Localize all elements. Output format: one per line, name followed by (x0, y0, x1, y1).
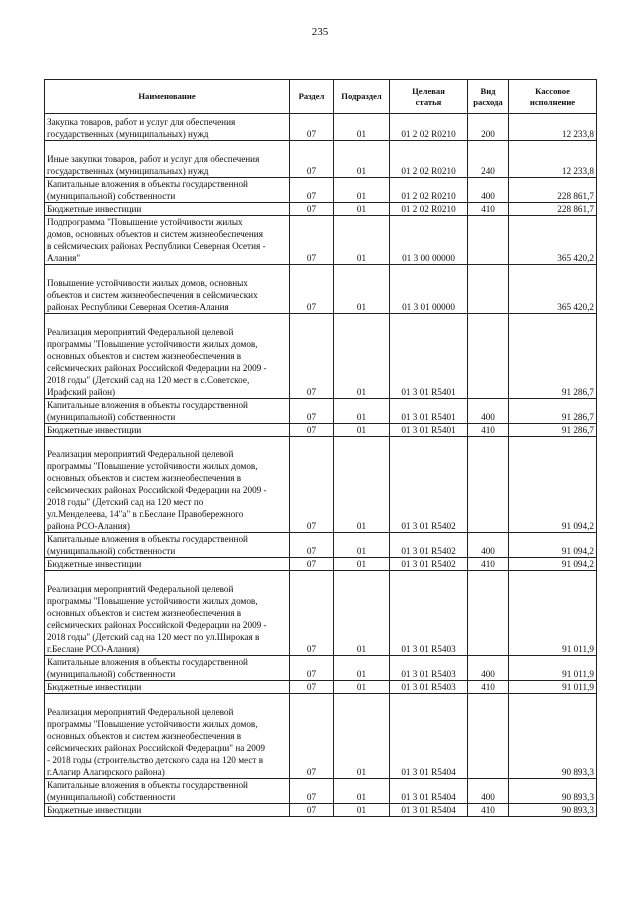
row-section: 07 (290, 681, 334, 694)
header-type: Вид расхода (468, 80, 509, 114)
row-type: 200 (468, 114, 509, 141)
row-name: Капитальные вложения в объекты государственной (муниципальной) собственности (45, 533, 290, 558)
row-section: 07 (290, 314, 334, 399)
row-section: 07 (290, 141, 334, 178)
table-row (45, 533, 597, 558)
row-type (468, 216, 509, 265)
row-section: 07 (290, 571, 334, 656)
row-type (468, 571, 509, 656)
row-subsection: 01 (334, 424, 390, 437)
row-section: 07 (290, 656, 334, 681)
row-section: 07 (290, 437, 334, 533)
row-target: 01 2 02 R0210 (390, 178, 468, 203)
table-row (45, 804, 597, 817)
row-amount: 228 861,7 (509, 203, 597, 216)
row-subsection: 01 (334, 114, 390, 141)
row-section: 07 (290, 779, 334, 804)
table-row (45, 681, 597, 694)
row-section: 07 (290, 399, 334, 424)
row-amount: 91 011,9 (509, 681, 597, 694)
header-subsection: Подраздел (334, 80, 390, 114)
row-name: Бюджетные инвестиции (45, 681, 290, 694)
header-name: Наименование (45, 80, 290, 114)
row-name: Реализация мероприятий Федеральной целевой программы "Повышение устойчивости жилых домов, основных объектов и систем жизнеобеспечения в сейсмических районах Российской Федерации на 2009 - 2018 годы" (Детский сад на 120 мест по ул.Широкая в г.Беслане РСО-Алания) (45, 571, 290, 656)
row-name: Капитальные вложения в объекты государственной (муниципальной) собственности (45, 178, 290, 203)
row-subsection: 01 (334, 178, 390, 203)
row-target: 01 2 02 R0210 (390, 141, 468, 178)
row-name: Подпрограмма "Повышение устойчивости жилых домов, основных объектов и систем жизнеобеспечения в сейсмических районах Республики Северная Осетия - Алания" (45, 216, 290, 265)
row-subsection: 01 (334, 203, 390, 216)
row-amount: 90 893,3 (509, 804, 597, 817)
header-amount: Кассовое исполнение (509, 80, 597, 114)
table-row (45, 141, 597, 178)
row-section: 07 (290, 804, 334, 817)
row-section: 07 (290, 533, 334, 558)
row-type: 400 (468, 533, 509, 558)
page-number: 235 (311, 26, 329, 38)
header-row (45, 80, 597, 114)
row-type: 410 (468, 681, 509, 694)
row-subsection: 01 (334, 558, 390, 571)
row-subsection: 01 (334, 216, 390, 265)
row-subsection: 01 (334, 399, 390, 424)
row-name: Повышение устойчивости жилых домов, основных объектов и систем жизнеобеспечения в сейсмических районах Республики Северная Осетия-Алания (45, 265, 290, 314)
row-amount: 91 286,7 (509, 314, 597, 399)
row-amount: 12 233,8 (509, 141, 597, 178)
row-name: Бюджетные инвестиции (45, 203, 290, 216)
row-name: Закупка товаров, работ и услуг для обеспечения государственных (муниципальных) нужд (45, 114, 290, 141)
row-target: 01 2 02 R0210 (390, 114, 468, 141)
row-type: 410 (468, 804, 509, 817)
table-row (45, 571, 597, 656)
table-row (45, 265, 597, 314)
row-amount: 91 286,7 (509, 399, 597, 424)
row-type (468, 694, 509, 779)
table-row (45, 216, 597, 265)
row-target: 01 3 01 R5404 (390, 804, 468, 817)
row-amount: 365 420,2 (509, 216, 597, 265)
row-target: 01 3 01 R5401 (390, 399, 468, 424)
table-row (45, 694, 597, 779)
row-section: 07 (290, 114, 334, 141)
row-target: 01 3 01 R5401 (390, 314, 468, 399)
row-target: 01 3 01 R5404 (390, 779, 468, 804)
row-amount: 365 420,2 (509, 265, 597, 314)
row-type: 400 (468, 656, 509, 681)
header-section: Раздел (290, 80, 334, 114)
row-amount: 91 094,2 (509, 437, 597, 533)
row-type (468, 265, 509, 314)
row-name: Капитальные вложения в объекты государственной (муниципальной) собственности (45, 399, 290, 424)
row-name: Бюджетные инвестиции (45, 558, 290, 571)
table-row (45, 779, 597, 804)
row-amount: 90 893,3 (509, 694, 597, 779)
row-subsection: 01 (334, 681, 390, 694)
row-amount: 228 861,7 (509, 178, 597, 203)
table-row (45, 114, 597, 141)
row-subsection: 01 (334, 314, 390, 399)
row-name: Капитальные вложения в объекты государственной (муниципальной) собственности (45, 779, 290, 804)
row-target: 01 2 02 R0210 (390, 203, 468, 216)
row-amount: 91 286,7 (509, 424, 597, 437)
row-subsection: 01 (334, 437, 390, 533)
row-name: Реализация мероприятий Федеральной целевой программы "Повышение устойчивости жилых домов, основных объектов и систем жизнеобеспечения в сейсмических районах Российской Федерации на 2009 - 2018 годы" (Детский сад на 120 мест по ул.Менделеева, 14"а" в г.Беслане Правобережного района РСО-Алания) (45, 437, 290, 533)
row-name: Бюджетные инвестиции (45, 804, 290, 817)
row-name: Реализация мероприятий Федеральной целевой программы "Повышение устойчивости жилых домов, основных объектов и систем жизнеобеспечения в сейсмических районах Российской Федерации" на 2009 - 2018 годы (строительство детского сада на 120 мест в г.Алагир Алагирского района) (45, 694, 290, 779)
table-row (45, 178, 597, 203)
row-type: 400 (468, 399, 509, 424)
row-amount: 91 011,9 (509, 571, 597, 656)
row-target: 01 3 00 00000 (390, 216, 468, 265)
table-row (45, 558, 597, 571)
header-target: Целевая статья (390, 80, 468, 114)
row-target: 01 3 01 R5401 (390, 424, 468, 437)
row-name: Реализация мероприятий Федеральной целевой программы "Повышение устойчивости жилых домов, основных объектов и систем жизнеобеспечения в сейсмических районах Российской Федерации на 2009 - 2018 годы" (Детский сад на 120 мест в с.Советское, Ирафский район) (45, 314, 290, 399)
row-subsection: 01 (334, 533, 390, 558)
row-subsection: 01 (334, 265, 390, 314)
row-subsection: 01 (334, 694, 390, 779)
row-section: 07 (290, 203, 334, 216)
row-section: 07 (290, 178, 334, 203)
row-target: 01 3 01 R5403 (390, 656, 468, 681)
row-amount: 91 011,9 (509, 656, 597, 681)
row-type: 410 (468, 558, 509, 571)
row-section: 07 (290, 558, 334, 571)
row-target: 01 3 01 R5402 (390, 533, 468, 558)
row-type: 410 (468, 424, 509, 437)
row-name: Капитальные вложения в объекты государственной (муниципальной) собственности (45, 656, 290, 681)
row-type: 400 (468, 779, 509, 804)
row-subsection: 01 (334, 656, 390, 681)
row-subsection: 01 (334, 804, 390, 817)
table-row (45, 656, 597, 681)
table-header (45, 80, 597, 114)
budget-table (44, 79, 597, 817)
row-type (468, 437, 509, 533)
row-amount: 91 094,2 (509, 558, 597, 571)
row-target: 01 3 01 R5403 (390, 571, 468, 656)
row-name: Иные закупки товаров, работ и услуг для обеспечения государственных (муниципальных) нужд (45, 141, 290, 178)
row-name: Бюджетные инвестиции (45, 424, 290, 437)
row-type: 240 (468, 141, 509, 178)
table-row (45, 203, 597, 216)
row-subsection: 01 (334, 779, 390, 804)
row-subsection: 01 (334, 571, 390, 656)
row-target: 01 3 01 R5404 (390, 694, 468, 779)
row-section: 07 (290, 694, 334, 779)
row-section: 07 (290, 216, 334, 265)
row-section: 07 (290, 424, 334, 437)
table-body (45, 114, 597, 817)
row-target: 01 3 01 R5402 (390, 437, 468, 533)
row-subsection: 01 (334, 141, 390, 178)
table-row (45, 314, 597, 399)
row-target: 01 3 01 R5402 (390, 558, 468, 571)
row-section: 07 (290, 265, 334, 314)
table-row (45, 399, 597, 424)
row-target: 01 3 01 R5403 (390, 681, 468, 694)
row-amount: 90 893,3 (509, 779, 597, 804)
row-type: 410 (468, 203, 509, 216)
table-row (45, 424, 597, 437)
row-target: 01 3 01 00000 (390, 265, 468, 314)
row-type (468, 314, 509, 399)
row-amount: 91 094,2 (509, 533, 597, 558)
table-row (45, 437, 597, 533)
row-amount: 12 233,8 (509, 114, 597, 141)
row-type: 400 (468, 178, 509, 203)
